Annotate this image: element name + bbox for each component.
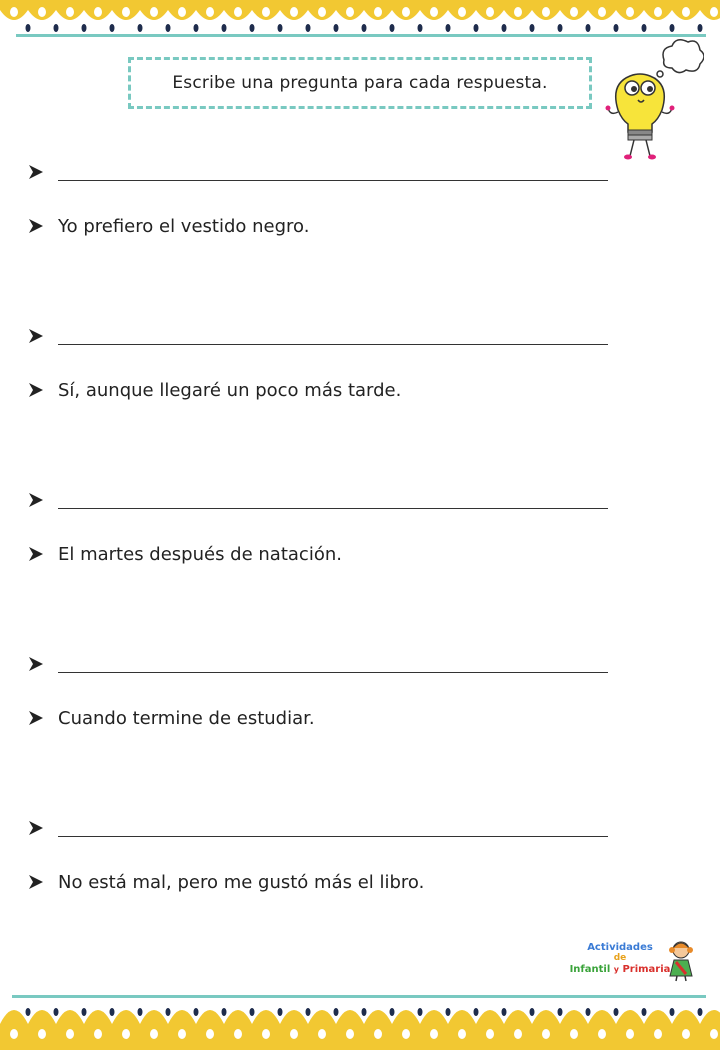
scallop-hole xyxy=(486,7,494,17)
scallop-hole xyxy=(150,1029,158,1039)
scallop-hole xyxy=(150,7,158,17)
navy-dot xyxy=(642,24,647,32)
navy-dot xyxy=(334,24,339,32)
question-blank-row xyxy=(28,158,628,186)
navy-dot xyxy=(586,24,591,32)
bottom-decorative-border xyxy=(0,990,720,1050)
navy-dot xyxy=(418,1008,423,1016)
scallop-hole xyxy=(570,1029,578,1039)
scallop-hole xyxy=(682,1029,690,1039)
navy-dot xyxy=(558,24,563,32)
navy-dot xyxy=(474,24,479,32)
scallop-hole xyxy=(66,7,74,17)
navy-dot xyxy=(474,1008,479,1016)
arrowhead-bullet-icon xyxy=(28,546,44,562)
scallop-hole xyxy=(402,7,410,17)
bottom-scallops xyxy=(0,1008,720,1050)
scallop-hole xyxy=(122,7,130,17)
girl-mascot-icon xyxy=(666,940,696,982)
navy-dot xyxy=(194,1008,199,1016)
question-blank-line[interactable] xyxy=(58,672,608,673)
navy-dot xyxy=(26,24,31,32)
navy-dot xyxy=(278,1008,283,1016)
navy-dot xyxy=(418,24,423,32)
answer-row xyxy=(28,376,628,404)
scallop-hole xyxy=(346,1029,354,1039)
navy-dot xyxy=(194,24,199,32)
scallop-hole xyxy=(430,1029,438,1039)
scallop-hole xyxy=(514,7,522,17)
scallop-hole xyxy=(542,1029,550,1039)
answer-text: Yo prefiero el vestido negro. xyxy=(58,215,310,237)
answer-row xyxy=(28,540,628,568)
arrowhead-bullet-icon xyxy=(28,382,44,398)
scallop-hole xyxy=(374,7,382,17)
scallop-hole xyxy=(430,7,438,17)
arrowhead-bullet-icon xyxy=(28,820,44,836)
scallop-hole xyxy=(38,7,46,17)
navy-dot xyxy=(670,24,675,32)
navy-dot xyxy=(110,24,115,32)
navy-dot xyxy=(530,1008,535,1016)
scallop-hole xyxy=(94,7,102,17)
answer-row xyxy=(28,704,628,732)
lightbulb-mascot-icon xyxy=(604,38,704,164)
scallop-hole xyxy=(402,1029,410,1039)
navy-dot xyxy=(250,1008,255,1016)
question-blank-row xyxy=(28,650,628,678)
scallop-hole xyxy=(458,1029,466,1039)
question-blank-line[interactable] xyxy=(58,180,608,181)
navy-dot xyxy=(586,1008,591,1016)
navy-dot xyxy=(670,1008,675,1016)
answer-row xyxy=(28,212,628,240)
scallop-hole xyxy=(38,1029,46,1039)
question-blank-line[interactable] xyxy=(58,508,608,509)
arrowhead-bullet-icon xyxy=(28,218,44,234)
arrowhead-bullet-icon xyxy=(28,710,44,726)
navy-dot xyxy=(26,1008,31,1016)
navy-dot xyxy=(502,24,507,32)
scallop-hole xyxy=(290,7,298,17)
site-logo xyxy=(566,940,700,986)
scallop-hole xyxy=(178,1029,186,1039)
scallop-hole xyxy=(710,1029,718,1039)
navy-dot xyxy=(334,1008,339,1016)
scallop-hole xyxy=(178,7,186,17)
navy-dot xyxy=(698,24,703,32)
arrowhead-bullet-icon xyxy=(28,328,44,344)
navy-dot xyxy=(614,24,619,32)
navy-dot xyxy=(446,1008,451,1016)
answer-text: El martes después de natación. xyxy=(58,543,342,565)
navy-dot xyxy=(530,24,535,32)
navy-dot xyxy=(642,1008,647,1016)
scallop-hole xyxy=(94,1029,102,1039)
navy-dot xyxy=(698,1008,703,1016)
answer-row xyxy=(28,868,628,896)
navy-dot xyxy=(250,24,255,32)
scallop-hole xyxy=(514,1029,522,1039)
arrowhead-bullet-icon xyxy=(28,492,44,508)
navy-dot xyxy=(54,24,59,32)
scallop-hole xyxy=(710,7,718,17)
scallop-hole xyxy=(598,7,606,17)
scallop-hole xyxy=(374,1029,382,1039)
scallop-hole xyxy=(206,1029,214,1039)
arrowhead-bullet-icon xyxy=(28,656,44,672)
question-blank-row xyxy=(28,814,628,842)
scallop-hole xyxy=(626,7,634,17)
answer-text: No está mal, pero me gustó más el libro. xyxy=(58,871,425,893)
instruction-text: Escribe una pregunta para cada respuesta. xyxy=(172,73,548,93)
scallop-hole xyxy=(262,1029,270,1039)
navy-dot xyxy=(222,1008,227,1016)
scallop-hole xyxy=(10,1029,18,1039)
navy-dot xyxy=(82,1008,87,1016)
scallop-hole xyxy=(234,1029,242,1039)
navy-dot xyxy=(110,1008,115,1016)
navy-dot xyxy=(222,24,227,32)
navy-dot xyxy=(390,1008,395,1016)
scallop-hole xyxy=(122,1029,130,1039)
question-blank-row xyxy=(28,486,628,514)
bottom-teal-line xyxy=(12,995,706,998)
navy-dot xyxy=(558,1008,563,1016)
instruction-box xyxy=(128,57,592,109)
scallop-hole xyxy=(10,7,18,17)
scallop-hole xyxy=(682,7,690,17)
navy-dot xyxy=(362,24,367,32)
scallop-hole xyxy=(486,1029,494,1039)
navy-dot xyxy=(166,1008,171,1016)
scallop-hole xyxy=(318,1029,326,1039)
scallop-hole xyxy=(346,7,354,17)
navy-dot xyxy=(390,24,395,32)
scallop-hole xyxy=(262,7,270,17)
scallop xyxy=(700,1010,720,1050)
arrowhead-bullet-icon xyxy=(28,164,44,180)
question-blank-line[interactable] xyxy=(58,836,608,837)
arrowhead-bullet-icon xyxy=(28,874,44,890)
navy-dot xyxy=(446,24,451,32)
navy-dot xyxy=(166,24,171,32)
scallop-hole xyxy=(458,7,466,17)
top-teal-line xyxy=(16,34,706,37)
scallop-hole xyxy=(290,1029,298,1039)
scallop-hole xyxy=(66,1029,74,1039)
scallop-hole xyxy=(654,7,662,17)
scallop-hole xyxy=(542,7,550,17)
scallop-hole xyxy=(234,7,242,17)
navy-dot xyxy=(502,1008,507,1016)
navy-dot xyxy=(138,1008,143,1016)
top-scallops xyxy=(0,0,720,32)
navy-dot xyxy=(278,24,283,32)
scallop-hole xyxy=(654,1029,662,1039)
question-blank-row xyxy=(28,322,628,350)
logo-text: Actividades de Infantil y Primaria xyxy=(569,942,671,975)
navy-dot xyxy=(138,24,143,32)
navy-dot xyxy=(614,1008,619,1016)
navy-dot xyxy=(306,1008,311,1016)
scallop-hole xyxy=(598,1029,606,1039)
scallop-hole xyxy=(318,7,326,17)
answer-text: Sí, aunque llegaré un poco más tarde. xyxy=(58,379,402,401)
navy-dot xyxy=(54,1008,59,1016)
answer-text: Cuando termine de estudiar. xyxy=(58,707,315,729)
navy-dot xyxy=(362,1008,367,1016)
navy-dot xyxy=(82,24,87,32)
question-blank-line[interactable] xyxy=(58,344,608,345)
scallop-hole xyxy=(570,7,578,17)
navy-dot xyxy=(306,24,311,32)
scallop-hole xyxy=(206,7,214,17)
scallop-hole xyxy=(626,1029,634,1039)
